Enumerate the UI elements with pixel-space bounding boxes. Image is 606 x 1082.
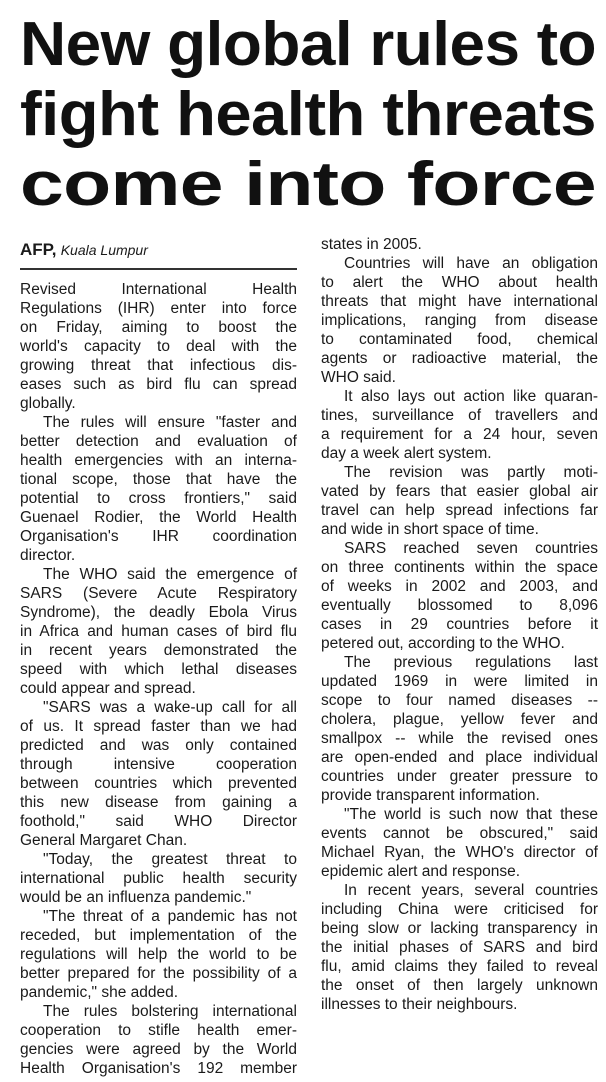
paragraph <box>20 280 297 413</box>
headline-line: fight health threats <box>20 80 596 149</box>
paragraph <box>321 387 598 463</box>
text-line: world's capacity to deal with the <box>20 338 297 355</box>
text-line: tional scope, those that have the <box>20 471 297 488</box>
paragraph <box>20 1002 297 1078</box>
text-line: predicted and was only contained <box>20 737 297 754</box>
text-line: "The world is such now that these <box>344 806 598 823</box>
text-line: Countries will have an obligation <box>344 255 598 272</box>
text-line: growing threat that infectious dis- <box>20 357 297 374</box>
text-line: smallpox -- while the revised ones <box>321 730 598 747</box>
text-line: to alert the WHO about health <box>321 274 598 291</box>
byline-source: AFP, <box>20 240 57 259</box>
text-line: eases such as bird flu can spread <box>20 376 297 393</box>
text-line: updated 1969 in were limited in <box>321 673 598 690</box>
text-line: including China were criticised for <box>321 901 598 918</box>
text-line: would be an influenza pandemic." <box>20 889 252 906</box>
paragraph <box>20 907 297 1002</box>
text-line: "SARS was a wake-up call for all <box>43 699 297 716</box>
text-line: a requirement for a 24 hour, seven <box>321 426 598 443</box>
text-line: Guenael Rodier, the World Health <box>20 509 297 526</box>
text-line: provide transparent information. <box>321 787 540 804</box>
paragraph <box>321 235 598 254</box>
text-line: The previous regulations last <box>344 654 598 671</box>
text-line: and wide in short space of time. <box>321 521 539 538</box>
text-line: It also lays out action like quaran- <box>344 388 598 405</box>
text-line: cooperation to stifle health emer- <box>20 1022 297 1039</box>
paragraph <box>321 463 598 539</box>
headline-line: come into force <box>20 150 596 219</box>
text-line: health emergencies with an interna- <box>20 452 297 469</box>
text-line: Michael Ryan, the WHO's director of <box>321 844 598 861</box>
text-line: receded, but implementation of the <box>20 927 297 944</box>
text-line: vated by fears that easier global air <box>321 483 598 500</box>
text-line: implications, ranging from disease <box>321 312 598 329</box>
text-line: better detection and evaluation of <box>20 433 297 450</box>
text-line: Health Organisation's 192 member <box>20 1060 297 1077</box>
headline <box>20 10 596 220</box>
text-line: The revision was partly moti- <box>344 464 598 481</box>
text-line: illnesses to their neighbours. <box>321 996 518 1013</box>
paragraph <box>321 254 598 387</box>
paragraph <box>20 413 297 565</box>
text-line: events cannot be obscured," said <box>321 825 598 842</box>
text-line: in recent years demonstrated the <box>20 642 297 659</box>
text-line: better prepared for the possibility of a <box>20 965 297 982</box>
text-line: countries under greater pressure to <box>321 768 598 785</box>
text-line: the initial phases of SARS and bird <box>321 939 598 956</box>
text-line: "The threat of a pandemic has not <box>43 908 297 925</box>
text-line: Regulations (IHR) enter into force <box>20 300 297 317</box>
text-line: agents or radioactive material, the <box>321 350 598 367</box>
paragraph <box>321 881 598 1014</box>
byline-place: Kuala Lumpur <box>60 242 148 258</box>
text-line: day a week alert system. <box>321 445 492 462</box>
text-line: to contaminated food, chemical <box>321 331 598 348</box>
text-line: petered out, according to the WHO. <box>321 635 565 652</box>
text-line: In recent years, several countries <box>344 882 598 899</box>
text-line: General Margaret Chan. <box>20 832 188 849</box>
text-line: of weeks in 2002 and 2003, and <box>321 578 598 595</box>
text-line: regulations will help the world to be <box>20 946 297 963</box>
paragraph <box>20 698 297 850</box>
text-line: could appear and spread. <box>20 680 196 697</box>
text-line: the onset of then largely unknown <box>321 977 598 994</box>
text-line: Organisation's IHR coordination <box>20 528 297 545</box>
article-column-left <box>20 280 297 1078</box>
text-line: cholera, plague, yellow fever and <box>321 711 598 728</box>
text-line: states in 2005. <box>321 236 422 253</box>
text-line: Syndrome), the deadly Ebola Virus <box>20 604 297 621</box>
text-line: scope to four named diseases -- <box>321 692 598 709</box>
text-line: this new disease from gaining a <box>20 794 297 811</box>
text-line: of us. It spread faster than we had <box>20 718 297 735</box>
text-line: through intensive cooperation <box>20 756 297 773</box>
paragraph <box>321 653 598 805</box>
text-line: "Today, the greatest threat to <box>43 851 297 868</box>
text-line: The rules bolstering international <box>43 1003 297 1020</box>
text-line: WHO said. <box>321 369 396 386</box>
text-line: eventually blossomed to 8,096 <box>321 597 598 614</box>
text-line: epidemic alert and response. <box>321 863 521 880</box>
text-line: on three continents within the space <box>321 559 598 576</box>
text-line: threats that might have international <box>321 293 598 310</box>
paragraph <box>321 805 598 881</box>
text-line: pandemic," she added. <box>20 984 179 1001</box>
text-line: Revised International Health <box>20 281 297 298</box>
text-line: are open-ended and place individual <box>321 749 598 766</box>
text-line: potential to cross frontiers," said <box>20 490 297 507</box>
text-line: foothold," said WHO Director <box>20 813 297 830</box>
article-column-right <box>321 235 598 1014</box>
text-line: SARS (Severe Acute Respiratory <box>20 585 297 602</box>
paragraph <box>321 539 598 653</box>
headline-line: New global rules to <box>20 10 596 79</box>
text-line: globally. <box>20 395 76 412</box>
text-line: in Africa and human cases of bird flu <box>20 623 297 640</box>
text-line: director. <box>20 547 76 564</box>
byline <box>20 240 297 260</box>
text-line: flu, amid claims they failed to reveal <box>321 958 598 975</box>
byline-divider <box>20 268 297 270</box>
text-line: being slow or lacking transparency in <box>321 920 598 937</box>
text-line: international public health security <box>20 870 297 887</box>
text-line: The rules will ensure "faster and <box>43 414 297 431</box>
text-line: cases in 29 countries before it <box>321 616 598 633</box>
text-line: between countries which prevented <box>20 775 297 792</box>
text-line: speed with which lethal diseases <box>20 661 297 678</box>
text-line: tines, surveillance of travellers and <box>321 407 598 424</box>
text-line: The WHO said the emergence of <box>43 566 297 583</box>
text-line: SARS reached seven countries <box>344 540 598 557</box>
paragraph <box>20 850 297 907</box>
paragraph <box>20 565 297 698</box>
text-line: gencies were agreed by the World <box>20 1041 297 1058</box>
text-line: travel can help spread infections far <box>321 502 598 519</box>
text-line: on Friday, aiming to boost the <box>20 319 297 336</box>
